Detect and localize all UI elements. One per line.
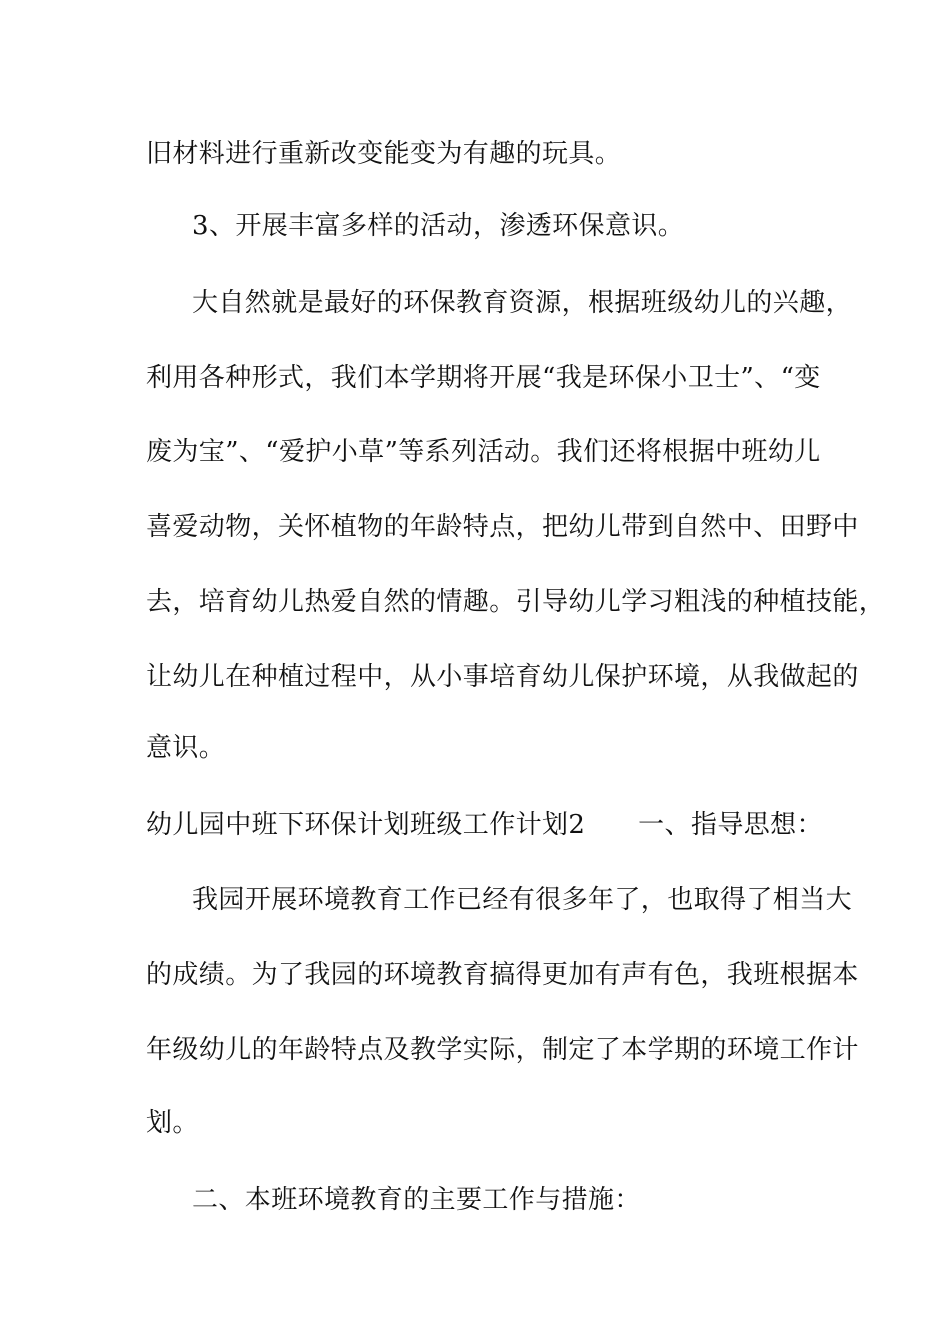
paragraph-line: 废为宝”、“爱护小草”等系列活动。我们还将根据中班幼儿: [146, 437, 821, 467]
paragraph-line: 让幼儿在种植过程中，从小事培育幼儿保护环境，从我做起的: [146, 662, 859, 692]
section-heading: 3、开展丰富多样的活动，渗透环保意识。: [192, 211, 685, 241]
paragraph-line: 的成绩。为了我园的环境教育搞得更加有声有色，我班根据本: [146, 960, 859, 990]
paragraph-line: 我园开展环境教育工作已经有很多年了，也取得了相当大: [192, 885, 853, 915]
paragraph-line: 意识。: [146, 733, 226, 763]
paragraph-line: 年级幼儿的年龄特点及教学实际，制定了本学期的环境工作计: [146, 1035, 859, 1065]
paragraph-line: 去，培育幼儿热爱自然的情趣。引导幼儿学习粗浅的种植技能，: [146, 587, 886, 617]
paragraph-line: 划。: [146, 1108, 199, 1138]
paragraph-line: 利用各种形式，我们本学期将开展“我是环保小卫士”、“变: [146, 363, 821, 393]
paragraph-line: 旧材料进行重新改变能变为有趣的玩具。: [146, 139, 622, 169]
paragraph-line: 大自然就是最好的环保教育资源，根据班级幼儿的兴趣，: [192, 288, 853, 318]
document-title: 幼儿园中班下环保计划班级工作计划2 一、指导思想：: [146, 810, 823, 840]
section-heading: 二、本班环境教育的主要工作与措施：: [192, 1185, 641, 1215]
paragraph-line: 喜爱动物，关怀植物的年龄特点，把幼儿带到自然中、田野中: [146, 512, 859, 542]
